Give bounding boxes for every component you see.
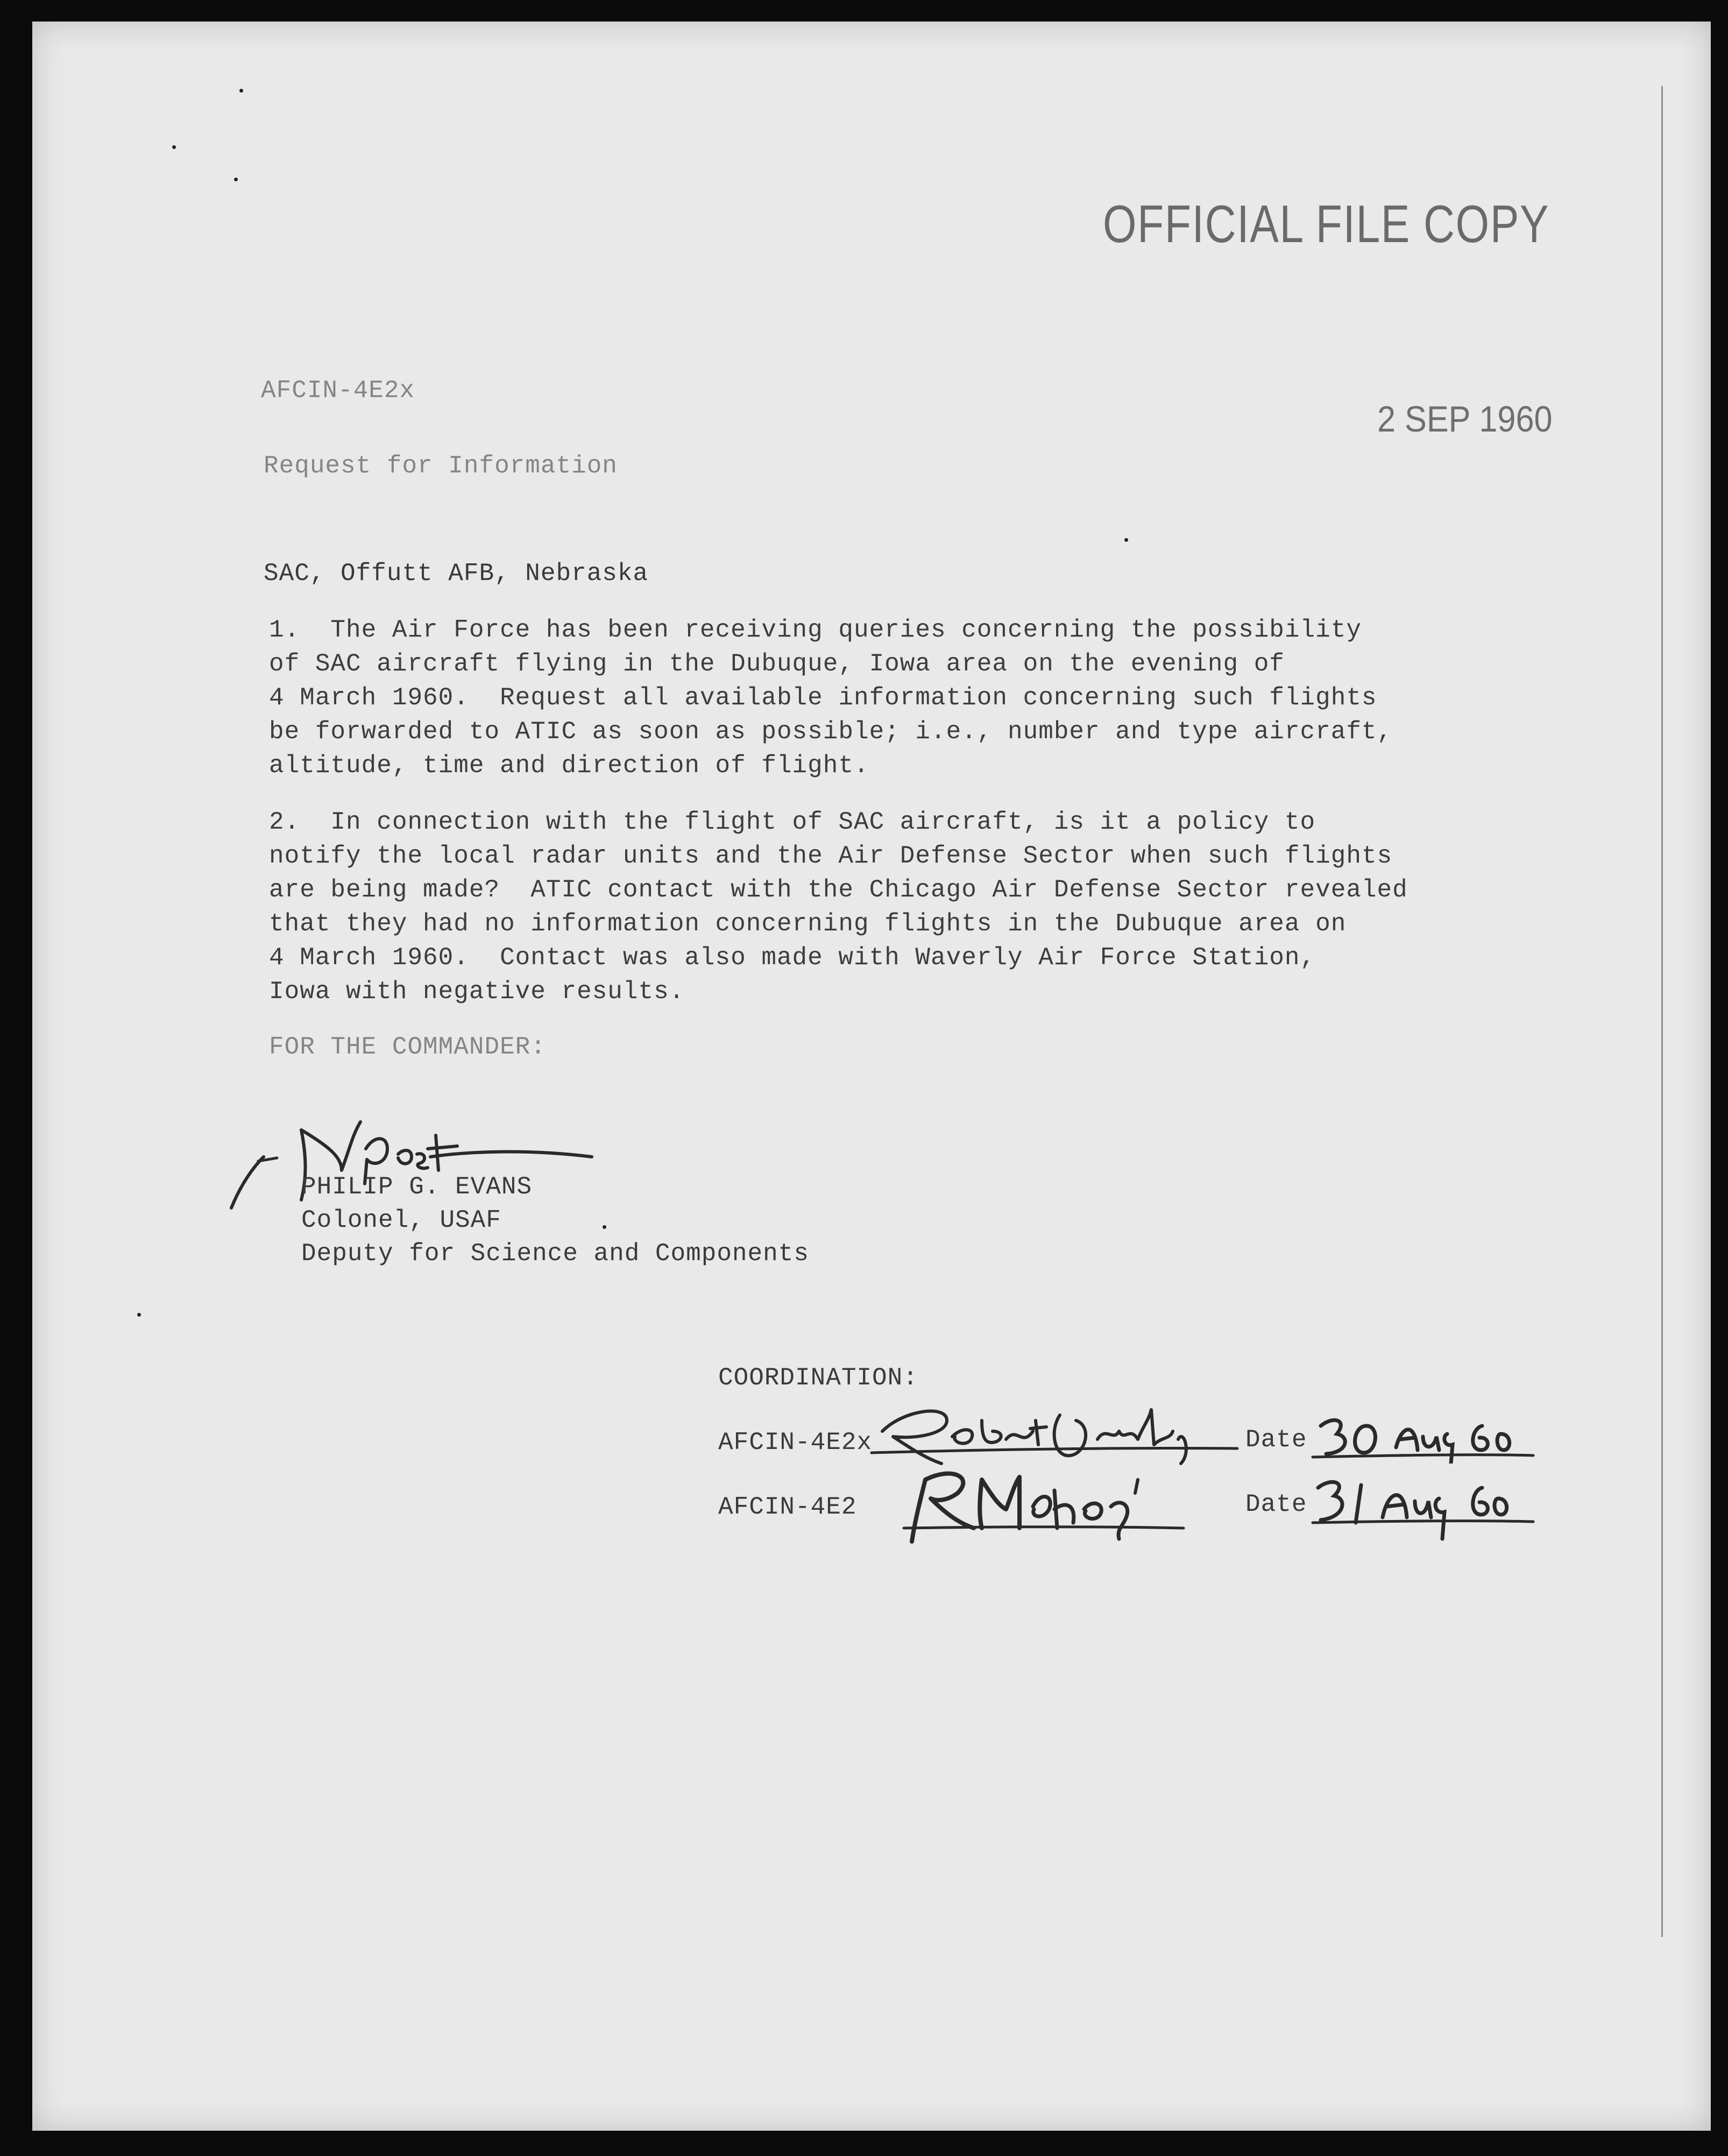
commander-signature xyxy=(226,1098,613,1221)
page-edge-line xyxy=(1661,86,1663,1937)
coordination-date-label-2: Date xyxy=(1245,1490,1307,1518)
dust-speck xyxy=(172,145,176,149)
dust-speck xyxy=(234,178,238,181)
paragraph-2-line: notify the local radar units and the Air Defense Sector when such flights xyxy=(269,842,1393,870)
addressee: SAC, Offutt AFB, Nebraska xyxy=(264,560,649,588)
paragraph-1-line: altitude, time and direction of flight. xyxy=(269,752,869,780)
signer-name: PHILIP G. EVANS xyxy=(301,1173,533,1201)
dust-speck xyxy=(1124,538,1128,542)
document-page xyxy=(32,22,1711,2131)
closing-line: FOR THE COMMANDER: xyxy=(269,1033,546,1061)
paragraph-2-line: Iowa with negative results. xyxy=(269,978,685,1006)
office-symbol: AFCIN-4E2x xyxy=(261,377,415,405)
subject-line: Request for Information xyxy=(264,452,618,480)
paragraph-2-line: are being made? ATIC contact with the Chicago Air Defense Sector revealed xyxy=(269,876,1408,904)
paragraph-2-line: 4 March 1960. Contact was also made with Waverly Air Force Station, xyxy=(269,944,1316,972)
signer-title: Deputy for Science and Components xyxy=(301,1240,809,1268)
official-file-copy-stamp: OFFICIAL FILE COPY xyxy=(1103,194,1550,253)
paragraph-1-line: of SAC aircraft flying in the Dubuque, Iowa area on the evening of xyxy=(269,650,1285,678)
coordination-date-2 xyxy=(1310,1469,1536,1544)
paragraph-2-line: 2. In connection with the flight of SAC aircraft, is it a policy to xyxy=(269,808,1316,836)
paragraph-1-line: be forwarded to ATIC as soon as possible; i.e., number and type aircraft, xyxy=(269,718,1393,746)
paragraph-1-line: 4 March 1960. Request all available information concerning such flights xyxy=(269,684,1377,712)
paragraph-2-line: that they had no information concerning flights in the Dubuque area on xyxy=(269,910,1347,938)
coordination-office-1: AFCIN-4E2x xyxy=(718,1429,873,1457)
paragraph-1-line: 1. The Air Force has been receiving queries concerning the possibility xyxy=(269,616,1362,644)
dust-speck xyxy=(137,1313,141,1317)
coordination-date-label-1: Date xyxy=(1245,1426,1307,1454)
coordination-heading: COORDINATION: xyxy=(718,1364,918,1392)
coordination-date-1 xyxy=(1310,1404,1536,1464)
coordination-signature-2 xyxy=(893,1447,1194,1550)
dust-speck xyxy=(239,89,243,93)
signer-rank: Colonel, USAF xyxy=(301,1206,501,1234)
coordination-office-2: AFCIN-4E2 xyxy=(718,1493,857,1521)
document-date: 2 SEP 1960 xyxy=(1377,399,1553,440)
dust-speck xyxy=(603,1225,606,1229)
